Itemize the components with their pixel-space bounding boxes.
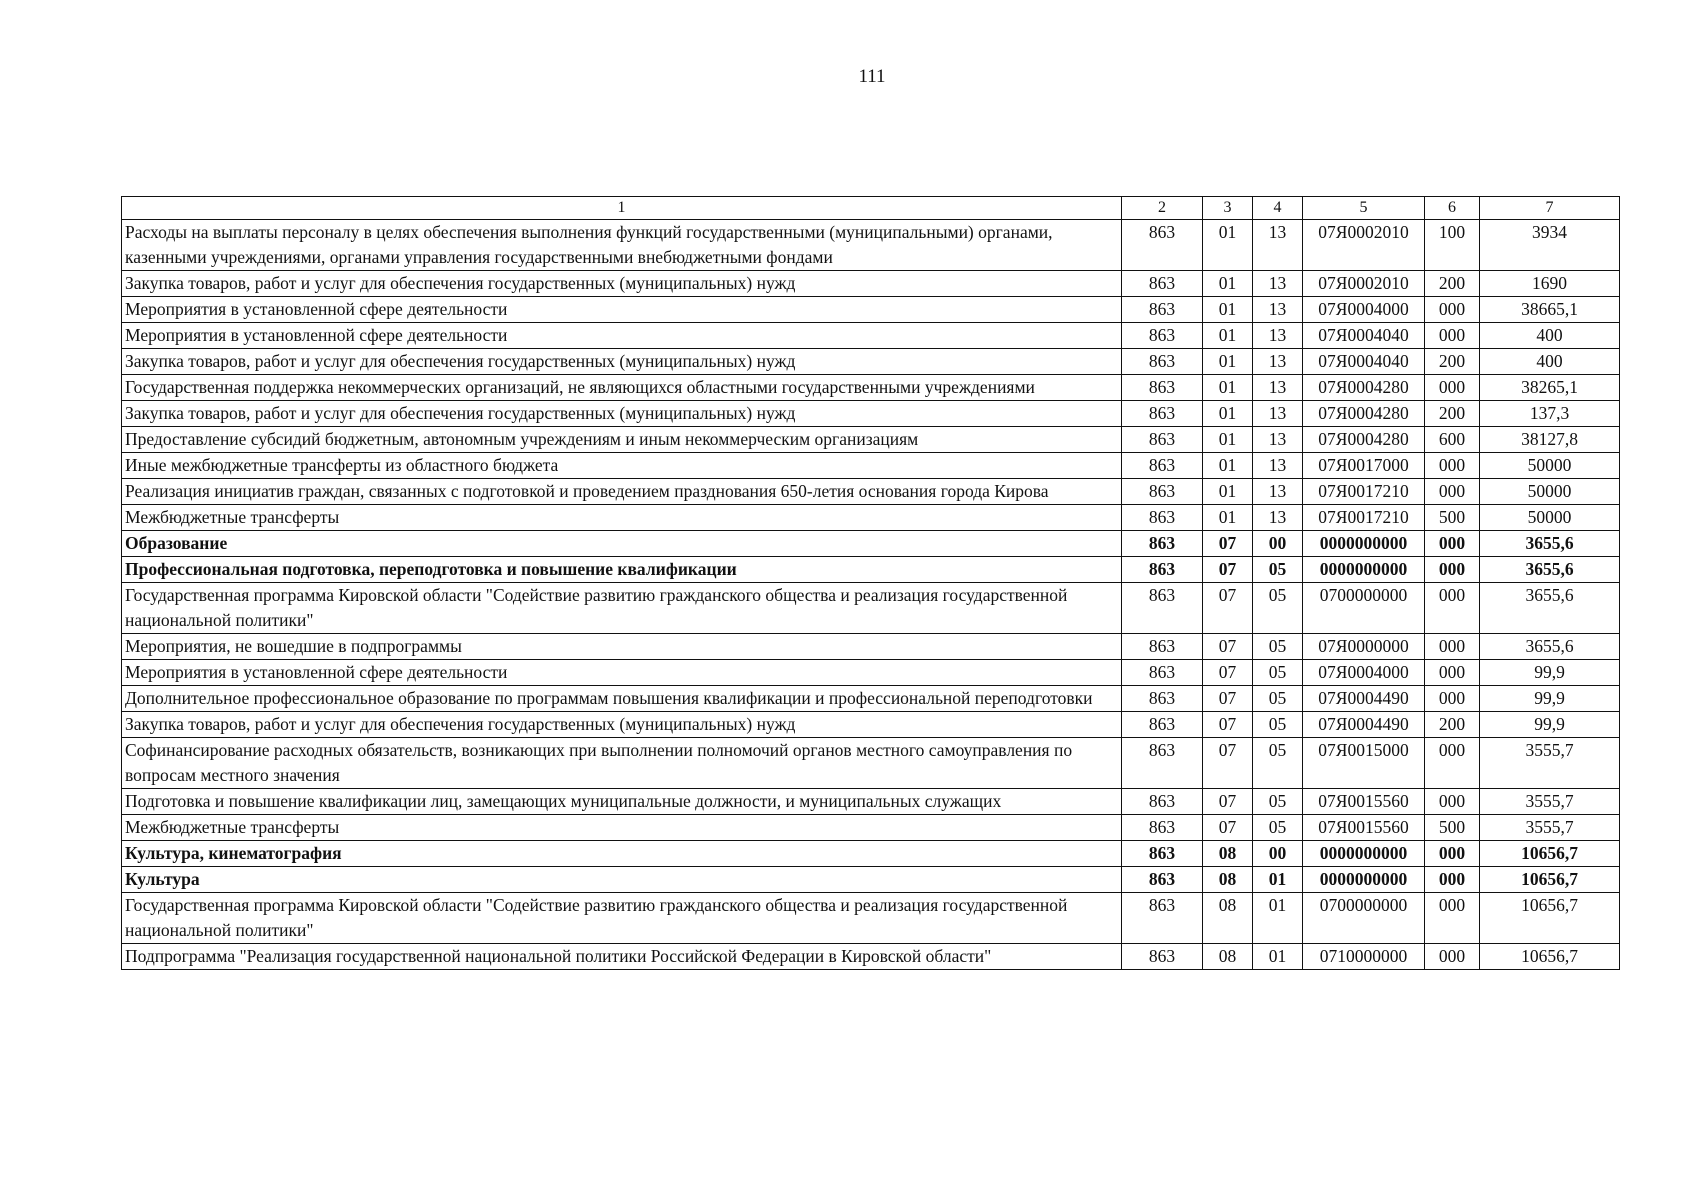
amount-cell: 50000 — [1480, 479, 1620, 505]
expense-type-cell: 600 — [1425, 427, 1480, 453]
expense-type-cell: 000 — [1425, 686, 1480, 712]
expense-type-cell: 000 — [1425, 583, 1480, 634]
expense-type-cell: 100 — [1425, 220, 1480, 271]
expense-type-cell: 200 — [1425, 401, 1480, 427]
row-name-cell: Мероприятия, не вошедшие в подпрограммы — [122, 634, 1122, 660]
section-code-cell: 08 — [1203, 867, 1253, 893]
section-code-cell: 01 — [1203, 427, 1253, 453]
section-code-cell: 08 — [1203, 944, 1253, 970]
target-article-cell: 07Я0002010 — [1303, 220, 1425, 271]
admin-code-cell: 863 — [1122, 453, 1203, 479]
subsection-code-cell: 13 — [1253, 349, 1303, 375]
amount-cell: 3934 — [1480, 220, 1620, 271]
table-row — [122, 738, 1620, 789]
table-row — [122, 841, 1620, 867]
amount-cell: 400 — [1480, 349, 1620, 375]
subsection-code-cell: 13 — [1253, 323, 1303, 349]
table-row — [122, 583, 1620, 634]
target-article-cell: 0710000000 — [1303, 944, 1425, 970]
expense-type-cell: 000 — [1425, 557, 1480, 583]
target-article-cell: 07Я0002010 — [1303, 271, 1425, 297]
admin-code-cell: 863 — [1122, 531, 1203, 557]
row-name-cell: Культура, кинематография — [122, 841, 1122, 867]
row-name-cell: Расходы на выплаты персоналу в целях обеспечения выполнения функций государственными (муниципальными) органами, казенными учреждениями, органами управления государственными внебюджетными фондами — [122, 220, 1122, 271]
admin-code-cell: 863 — [1122, 479, 1203, 505]
subsection-code-cell: 01 — [1253, 867, 1303, 893]
subsection-code-cell: 01 — [1253, 944, 1303, 970]
column-header-5: 5 — [1303, 197, 1425, 220]
section-code-cell: 08 — [1203, 893, 1253, 944]
amount-cell: 10656,7 — [1480, 867, 1620, 893]
budget-table — [121, 196, 1620, 970]
target-article-cell: 0000000000 — [1303, 867, 1425, 893]
amount-cell: 99,9 — [1480, 660, 1620, 686]
amount-cell: 10656,7 — [1480, 944, 1620, 970]
subsection-code-cell: 00 — [1253, 531, 1303, 557]
section-code-cell: 01 — [1203, 453, 1253, 479]
table-row — [122, 427, 1620, 453]
section-code-cell: 07 — [1203, 712, 1253, 738]
subsection-code-cell: 05 — [1253, 712, 1303, 738]
table-row — [122, 660, 1620, 686]
section-code-cell: 07 — [1203, 583, 1253, 634]
table-row — [122, 297, 1620, 323]
row-name-cell: Подготовка и повышение квалификации лиц, замещающих муниципальные должности, и муниципальных служащих — [122, 789, 1122, 815]
row-name-cell: Подпрограмма "Реализация государственной национальной политики Российской Федерации в Кировской области" — [122, 944, 1122, 970]
subsection-code-cell: 05 — [1253, 557, 1303, 583]
section-code-cell: 07 — [1203, 686, 1253, 712]
expense-type-cell: 000 — [1425, 323, 1480, 349]
amount-cell: 3655,6 — [1480, 557, 1620, 583]
target-article-cell: 07Я0015560 — [1303, 789, 1425, 815]
column-header-1: 1 — [122, 197, 1122, 220]
subsection-code-cell: 05 — [1253, 686, 1303, 712]
section-code-cell: 01 — [1203, 323, 1253, 349]
table-row — [122, 271, 1620, 297]
target-article-cell: 07Я0004490 — [1303, 686, 1425, 712]
target-article-cell: 07Я0017210 — [1303, 479, 1425, 505]
header-row — [122, 197, 1620, 220]
admin-code-cell: 863 — [1122, 349, 1203, 375]
row-name-cell: Профессиональная подготовка, переподготовка и повышение квалификации — [122, 557, 1122, 583]
section-code-cell: 01 — [1203, 505, 1253, 531]
section-code-cell: 07 — [1203, 660, 1253, 686]
subsection-code-cell: 13 — [1253, 220, 1303, 271]
table-row — [122, 815, 1620, 841]
column-header-6: 6 — [1425, 197, 1480, 220]
target-article-cell: 07Я0015560 — [1303, 815, 1425, 841]
target-article-cell: 07Я0004280 — [1303, 401, 1425, 427]
amount-cell: 137,3 — [1480, 401, 1620, 427]
table-row — [122, 944, 1620, 970]
amount-cell: 99,9 — [1480, 712, 1620, 738]
expense-type-cell: 500 — [1425, 505, 1480, 531]
amount-cell: 1690 — [1480, 271, 1620, 297]
amount-cell: 38665,1 — [1480, 297, 1620, 323]
target-article-cell: 07Я0000000 — [1303, 634, 1425, 660]
subsection-code-cell: 05 — [1253, 738, 1303, 789]
table-row — [122, 375, 1620, 401]
amount-cell: 3555,7 — [1480, 815, 1620, 841]
section-code-cell: 01 — [1203, 375, 1253, 401]
amount-cell: 3655,6 — [1480, 634, 1620, 660]
row-name-cell: Государственная поддержка некоммерческих организаций, не являющихся областными государственными учреждениями — [122, 375, 1122, 401]
row-name-cell: Дополнительное профессиональное образование по программам повышения квалификации и профессиональной переподготовки — [122, 686, 1122, 712]
section-code-cell: 01 — [1203, 220, 1253, 271]
table-row — [122, 505, 1620, 531]
column-header-2: 2 — [1122, 197, 1203, 220]
section-code-cell: 07 — [1203, 531, 1253, 557]
section-code-cell: 07 — [1203, 634, 1253, 660]
admin-code-cell: 863 — [1122, 583, 1203, 634]
admin-code-cell: 863 — [1122, 401, 1203, 427]
table-row — [122, 479, 1620, 505]
expense-type-cell: 000 — [1425, 531, 1480, 557]
section-code-cell: 08 — [1203, 841, 1253, 867]
subsection-code-cell: 13 — [1253, 453, 1303, 479]
admin-code-cell: 863 — [1122, 557, 1203, 583]
row-name-cell: Мероприятия в установленной сфере деятельности — [122, 660, 1122, 686]
admin-code-cell: 863 — [1122, 815, 1203, 841]
amount-cell: 38265,1 — [1480, 375, 1620, 401]
target-article-cell: 07Я0017210 — [1303, 505, 1425, 531]
expense-type-cell: 000 — [1425, 738, 1480, 789]
target-article-cell: 07Я0004000 — [1303, 297, 1425, 323]
admin-code-cell: 863 — [1122, 841, 1203, 867]
expense-type-cell: 200 — [1425, 271, 1480, 297]
subsection-code-cell: 13 — [1253, 505, 1303, 531]
amount-cell: 99,9 — [1480, 686, 1620, 712]
table-row — [122, 634, 1620, 660]
row-name-cell: Закупка товаров, работ и услуг для обеспечения государственных (муниципальных) нужд — [122, 401, 1122, 427]
expense-type-cell: 000 — [1425, 789, 1480, 815]
expense-type-cell: 000 — [1425, 867, 1480, 893]
expense-type-cell: 200 — [1425, 712, 1480, 738]
admin-code-cell: 863 — [1122, 323, 1203, 349]
amount-cell: 400 — [1480, 323, 1620, 349]
row-name-cell: Мероприятия в установленной сфере деятельности — [122, 297, 1122, 323]
target-article-cell: 0000000000 — [1303, 557, 1425, 583]
subsection-code-cell: 13 — [1253, 401, 1303, 427]
subsection-code-cell: 13 — [1253, 479, 1303, 505]
amount-cell: 10656,7 — [1480, 893, 1620, 944]
row-name-cell: Софинансирование расходных обязательств, возникающих при выполнении полномочий органов местного самоуправления по вопросам местного значения — [122, 738, 1122, 789]
column-header-4: 4 — [1253, 197, 1303, 220]
row-name-cell: Иные межбюджетные трансферты из областного бюджета — [122, 453, 1122, 479]
table-row — [122, 220, 1620, 271]
section-code-cell: 01 — [1203, 271, 1253, 297]
target-article-cell: 07Я0004000 — [1303, 660, 1425, 686]
table-row — [122, 867, 1620, 893]
admin-code-cell: 863 — [1122, 686, 1203, 712]
row-name-cell: Предоставление субсидий бюджетным, автономным учреждениям и иным некоммерческим организациям — [122, 427, 1122, 453]
row-name-cell: Мероприятия в установленной сфере деятельности — [122, 323, 1122, 349]
row-name-cell: Закупка товаров, работ и услуг для обеспечения государственных (муниципальных) нужд — [122, 271, 1122, 297]
expense-type-cell: 200 — [1425, 349, 1480, 375]
target-article-cell: 07Я0004280 — [1303, 375, 1425, 401]
amount-cell: 3655,6 — [1480, 583, 1620, 634]
row-name-cell: Культура — [122, 867, 1122, 893]
page-number: 111 — [858, 66, 886, 87]
subsection-code-cell: 05 — [1253, 660, 1303, 686]
admin-code-cell: 863 — [1122, 505, 1203, 531]
table-row — [122, 531, 1620, 557]
section-code-cell: 01 — [1203, 297, 1253, 323]
table-row — [122, 323, 1620, 349]
amount-cell: 3555,7 — [1480, 789, 1620, 815]
table-body — [122, 220, 1620, 970]
subsection-code-cell: 13 — [1253, 375, 1303, 401]
table-row — [122, 453, 1620, 479]
admin-code-cell: 863 — [1122, 634, 1203, 660]
admin-code-cell: 863 — [1122, 660, 1203, 686]
target-article-cell: 07Я0004040 — [1303, 349, 1425, 375]
section-code-cell: 07 — [1203, 789, 1253, 815]
subsection-code-cell: 01 — [1253, 893, 1303, 944]
row-name-cell: Межбюджетные трансферты — [122, 505, 1122, 531]
section-code-cell: 07 — [1203, 557, 1253, 583]
admin-code-cell: 863 — [1122, 867, 1203, 893]
section-code-cell: 07 — [1203, 815, 1253, 841]
subsection-code-cell: 05 — [1253, 789, 1303, 815]
row-name-cell: Межбюджетные трансферты — [122, 815, 1122, 841]
section-code-cell: 07 — [1203, 738, 1253, 789]
row-name-cell: Закупка товаров, работ и услуг для обеспечения государственных (муниципальных) нужд — [122, 349, 1122, 375]
amount-cell: 3655,6 — [1480, 531, 1620, 557]
section-code-cell: 01 — [1203, 401, 1253, 427]
expense-type-cell: 000 — [1425, 944, 1480, 970]
target-article-cell: 07Я0017000 — [1303, 453, 1425, 479]
admin-code-cell: 863 — [1122, 375, 1203, 401]
target-article-cell: 0700000000 — [1303, 583, 1425, 634]
section-code-cell: 01 — [1203, 479, 1253, 505]
target-article-cell: 07Я0004490 — [1303, 712, 1425, 738]
section-code-cell: 01 — [1203, 349, 1253, 375]
row-name-cell: Закупка товаров, работ и услуг для обеспечения государственных (муниципальных) нужд — [122, 712, 1122, 738]
amount-cell: 10656,7 — [1480, 841, 1620, 867]
table-row — [122, 789, 1620, 815]
row-name-cell: Реализация инициатив граждан, связанных с подготовкой и проведением празднования 650-летия основания города Кирова — [122, 479, 1122, 505]
admin-code-cell: 863 — [1122, 712, 1203, 738]
admin-code-cell: 863 — [1122, 738, 1203, 789]
target-article-cell: 0000000000 — [1303, 531, 1425, 557]
admin-code-cell: 863 — [1122, 297, 1203, 323]
admin-code-cell: 863 — [1122, 893, 1203, 944]
table-row — [122, 712, 1620, 738]
amount-cell: 50000 — [1480, 505, 1620, 531]
table-row — [122, 557, 1620, 583]
target-article-cell: 0000000000 — [1303, 841, 1425, 867]
subsection-code-cell: 13 — [1253, 427, 1303, 453]
expense-type-cell: 000 — [1425, 479, 1480, 505]
admin-code-cell: 863 — [1122, 427, 1203, 453]
expense-type-cell: 000 — [1425, 375, 1480, 401]
admin-code-cell: 863 — [1122, 789, 1203, 815]
expense-type-cell: 000 — [1425, 893, 1480, 944]
row-name-cell: Образование — [122, 531, 1122, 557]
expense-type-cell: 000 — [1425, 841, 1480, 867]
expense-type-cell: 000 — [1425, 660, 1480, 686]
target-article-cell: 0700000000 — [1303, 893, 1425, 944]
admin-code-cell: 863 — [1122, 944, 1203, 970]
amount-cell: 3555,7 — [1480, 738, 1620, 789]
expense-type-cell: 000 — [1425, 297, 1480, 323]
subsection-code-cell: 13 — [1253, 271, 1303, 297]
row-name-cell: Государственная программа Кировской области "Содействие развитию гражданского общества и реализация государственной национальной политики" — [122, 893, 1122, 944]
table-row — [122, 349, 1620, 375]
target-article-cell: 07Я0004280 — [1303, 427, 1425, 453]
target-article-cell: 07Я0004040 — [1303, 323, 1425, 349]
column-header-7: 7 — [1480, 197, 1620, 220]
target-article-cell: 07Я0015000 — [1303, 738, 1425, 789]
subsection-code-cell: 00 — [1253, 841, 1303, 867]
table-row — [122, 686, 1620, 712]
column-header-3: 3 — [1203, 197, 1253, 220]
row-name-cell: Государственная программа Кировской области "Содействие развитию гражданского общества и реализация государственной национальной политики" — [122, 583, 1122, 634]
expense-type-cell: 000 — [1425, 453, 1480, 479]
expense-type-cell: 000 — [1425, 634, 1480, 660]
admin-code-cell: 863 — [1122, 220, 1203, 271]
table-row — [122, 401, 1620, 427]
subsection-code-cell: 05 — [1253, 583, 1303, 634]
subsection-code-cell: 13 — [1253, 297, 1303, 323]
admin-code-cell: 863 — [1122, 271, 1203, 297]
subsection-code-cell: 05 — [1253, 815, 1303, 841]
subsection-code-cell: 05 — [1253, 634, 1303, 660]
amount-cell: 38127,8 — [1480, 427, 1620, 453]
amount-cell: 50000 — [1480, 453, 1620, 479]
table-row — [122, 893, 1620, 944]
expense-type-cell: 500 — [1425, 815, 1480, 841]
